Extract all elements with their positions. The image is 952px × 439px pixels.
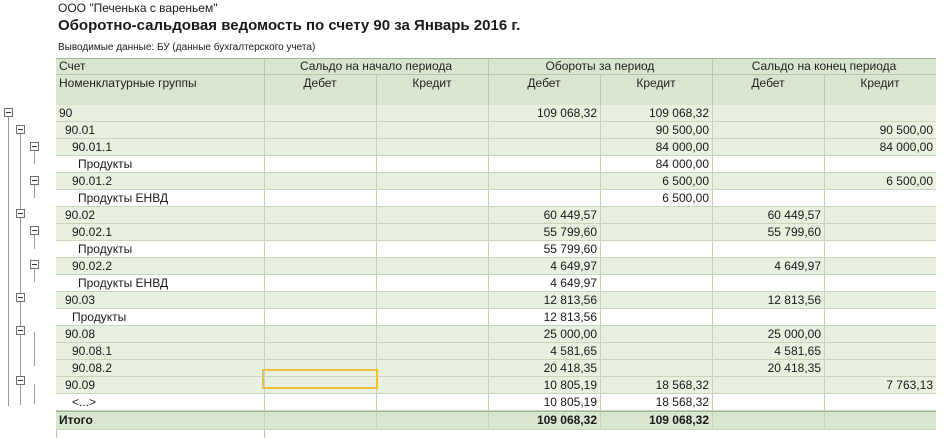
cell-cd: 25 000,00 [767, 327, 821, 341]
cell-od [264, 224, 373, 240]
cell-cc [824, 207, 933, 223]
cell-tc [600, 326, 709, 342]
cell-cc [824, 343, 933, 359]
cell-od [264, 309, 373, 325]
cell-td [488, 139, 597, 155]
cell-tc [600, 343, 709, 359]
row-label: 90.08.1 [72, 344, 113, 358]
cell-cd [712, 190, 821, 206]
cell-tc: 18 568,32 [655, 395, 709, 409]
cell-tc [600, 360, 709, 376]
header-account: Счет [59, 59, 86, 73]
total-label: Итого [59, 413, 93, 427]
cell-tc: 18 568,32 [655, 378, 709, 392]
header-nomenclature: Номенклатурные группы [59, 76, 197, 90]
table-row[interactable] [56, 360, 936, 377]
collapse-90-icon[interactable] [4, 108, 13, 117]
header-closing-credit: Кредит [860, 76, 900, 90]
header-closing-balance: Сальдо на конец периода [751, 59, 897, 73]
company-name: ООО "Печенька с вареньем" [58, 1, 218, 15]
cell-oc [376, 360, 485, 376]
cell-oc [376, 207, 485, 223]
collapse-90-03-icon[interactable] [16, 293, 25, 302]
collapse-90-02-icon[interactable] [16, 209, 25, 218]
table-row[interactable] [56, 309, 936, 326]
cell-od [264, 105, 373, 121]
cell-cd: 20 418,35 [767, 361, 821, 375]
collapse-90-02-2-icon[interactable] [30, 260, 39, 269]
cell-od [264, 173, 373, 189]
table-header [56, 58, 936, 105]
output-data-note: Выводимые данные: БУ (данные бухгалтерского учета) [58, 42, 316, 53]
cell-cc [824, 241, 933, 257]
cell-td: 109 068,32 [536, 106, 597, 120]
table-row[interactable] [56, 224, 936, 241]
cell-td [488, 173, 597, 189]
cell-od [264, 139, 373, 155]
cell-tc [600, 292, 709, 308]
cell-oc [376, 394, 485, 410]
table-row[interactable] [56, 275, 936, 292]
cell-cd [712, 394, 821, 410]
cell-cc [824, 275, 933, 291]
header-opening-credit: Кредит [412, 76, 452, 90]
cell-oc [376, 377, 485, 393]
row-label: 90.08 [65, 327, 96, 341]
report-title: Оборотно-сальдовая ведомость по счету 90 за Январь 2016 г. [58, 17, 521, 34]
cell-tc [600, 275, 709, 291]
cell-tc [600, 207, 709, 223]
cell-oc [376, 190, 485, 206]
cell-cd [712, 377, 821, 393]
cell-cd [712, 122, 821, 138]
cell-cd [712, 156, 821, 172]
cell-td [488, 156, 597, 172]
row-label: Продукты [78, 157, 133, 171]
cell-cd [712, 139, 821, 155]
cell-cc [824, 292, 933, 308]
cell-oc [376, 105, 485, 121]
cell-cd [712, 105, 821, 121]
row-label: 90 [59, 106, 73, 120]
cell-tc: 6 500,00 [662, 174, 709, 188]
cell-oc [376, 258, 485, 274]
row-label: 90.02.1 [72, 225, 113, 239]
cell-cd: 60 449,57 [767, 208, 821, 222]
cell-cd: 4 649,97 [774, 259, 821, 273]
cell-tc [600, 224, 709, 240]
cell-oc [376, 292, 485, 308]
cell-oc [376, 326, 485, 342]
table-row[interactable] [56, 258, 936, 275]
cell-cd [712, 241, 821, 257]
collapse-90-01-icon[interactable] [16, 125, 25, 134]
cell-tc: 109 068,32 [648, 106, 709, 120]
cell-cc [824, 224, 933, 240]
table-row[interactable] [56, 377, 936, 394]
cell-cc [824, 394, 933, 410]
cell-td: 10 805,19 [543, 378, 597, 392]
cell-cc [824, 190, 933, 206]
cell-td: 12 813,56 [543, 293, 597, 307]
cell-cd [712, 309, 821, 325]
cell-cc: 6 500,00 [886, 174, 933, 188]
selected-cell[interactable] [262, 369, 378, 389]
row-label: 90.02.2 [72, 259, 113, 273]
table-row[interactable] [56, 173, 936, 190]
row-label: Продукты ЕНВД [78, 276, 169, 290]
header-closing-debit: Дебет [751, 76, 785, 90]
cell-od [264, 190, 373, 206]
cell-od [264, 241, 373, 257]
cell-oc [376, 156, 485, 172]
table-body [56, 105, 936, 411]
header-turnover-credit: Кредит [636, 76, 676, 90]
header-turnover-debit: Дебет [527, 76, 561, 90]
cell-cc: 7 763,13 [886, 378, 933, 392]
cell-cc [824, 258, 933, 274]
cell-tc: 90 500,00 [655, 123, 709, 137]
cell-oc [376, 173, 485, 189]
total-row[interactable] [56, 411, 936, 430]
cell-tc [600, 241, 709, 257]
cell-td: 60 449,57 [543, 208, 597, 222]
collapse-90-08-icon[interactable] [16, 326, 25, 335]
cell-od [264, 275, 373, 291]
table-row[interactable] [56, 122, 936, 139]
cell-od [264, 292, 373, 308]
table-row[interactable] [56, 190, 936, 207]
cell-oc [376, 309, 485, 325]
total-turnover-credit: 109 068,32 [648, 413, 709, 427]
cell-td: 4 581,65 [550, 344, 597, 358]
cell-od [264, 207, 373, 223]
collapse-90-01-2-icon[interactable] [30, 176, 39, 185]
cell-td: 10 805,19 [543, 395, 597, 409]
cell-cc [824, 156, 933, 172]
cell-cc [824, 105, 933, 121]
report-table [56, 58, 936, 430]
cell-oc [376, 139, 485, 155]
cell-cd: 55 799,60 [767, 225, 821, 239]
cell-td: 55 799,60 [543, 242, 597, 256]
row-label: 90.02 [65, 208, 96, 222]
cell-od [264, 156, 373, 172]
table-row[interactable] [56, 241, 936, 258]
row-label: 90.03 [65, 293, 96, 307]
cell-cd [712, 275, 821, 291]
cell-od [264, 343, 373, 359]
total-turnover-debit: 109 068,32 [536, 413, 597, 427]
row-label: <...> [72, 395, 97, 409]
cell-tc [600, 258, 709, 274]
cell-cd: 12 813,56 [767, 293, 821, 307]
cell-cc [824, 326, 933, 342]
row-label: 90.09 [65, 378, 96, 392]
collapse-90-01-1-icon[interactable] [30, 142, 39, 151]
cell-oc [376, 343, 485, 359]
table-row[interactable] [56, 105, 936, 122]
table-row[interactable] [56, 207, 936, 224]
cell-cc: 90 500,00 [879, 123, 933, 137]
group-tree [0, 104, 56, 406]
cell-cc: 84 000,00 [879, 140, 933, 154]
cell-tc: 6 500,00 [662, 191, 709, 205]
table-row[interactable] [56, 292, 936, 309]
cell-oc [376, 224, 485, 240]
cell-td: 4 649,97 [550, 276, 597, 290]
cell-tc [600, 309, 709, 325]
cell-td [488, 122, 597, 138]
header-opening-debit: Дебет [303, 76, 337, 90]
cell-oc [376, 275, 485, 291]
table-row[interactable] [56, 326, 936, 343]
cell-od [264, 122, 373, 138]
row-label: Продукты ЕНВД [78, 191, 169, 205]
cell-td [488, 190, 597, 206]
cell-td: 4 649,97 [550, 259, 597, 273]
cell-tc: 84 000,00 [655, 157, 709, 171]
table-row[interactable] [56, 156, 936, 173]
table-row[interactable] [56, 394, 936, 411]
cell-cd [712, 173, 821, 189]
cell-od [264, 258, 373, 274]
row-label: Продукты [78, 242, 133, 256]
header-turnover: Обороты за период [545, 59, 655, 73]
cell-cc [824, 360, 933, 376]
cell-tc: 84 000,00 [655, 140, 709, 154]
row-label: Продукты [72, 310, 127, 324]
row-label: 90.01 [65, 123, 96, 137]
cell-td: 12 813,56 [543, 310, 597, 324]
collapse-90-09-icon[interactable] [16, 376, 25, 385]
cell-cc [824, 309, 933, 325]
row-label: 90.01.1 [72, 140, 113, 154]
collapse-90-02-1-icon[interactable] [30, 226, 39, 235]
cell-oc [376, 241, 485, 257]
table-row[interactable] [56, 139, 936, 156]
table-row[interactable] [56, 343, 936, 360]
cell-od [264, 326, 373, 342]
cell-td: 55 799,60 [543, 225, 597, 239]
header-opening-balance: Сальдо на начало периода [299, 59, 453, 73]
cell-td: 25 000,00 [543, 327, 597, 341]
cell-oc [376, 122, 485, 138]
cell-od [264, 394, 373, 410]
report-header [58, 0, 520, 55]
cell-cd: 4 581,65 [774, 344, 821, 358]
row-label: 90.01.2 [72, 174, 113, 188]
row-label: 90.08.2 [72, 361, 113, 375]
cell-td: 20 418,35 [543, 361, 597, 375]
